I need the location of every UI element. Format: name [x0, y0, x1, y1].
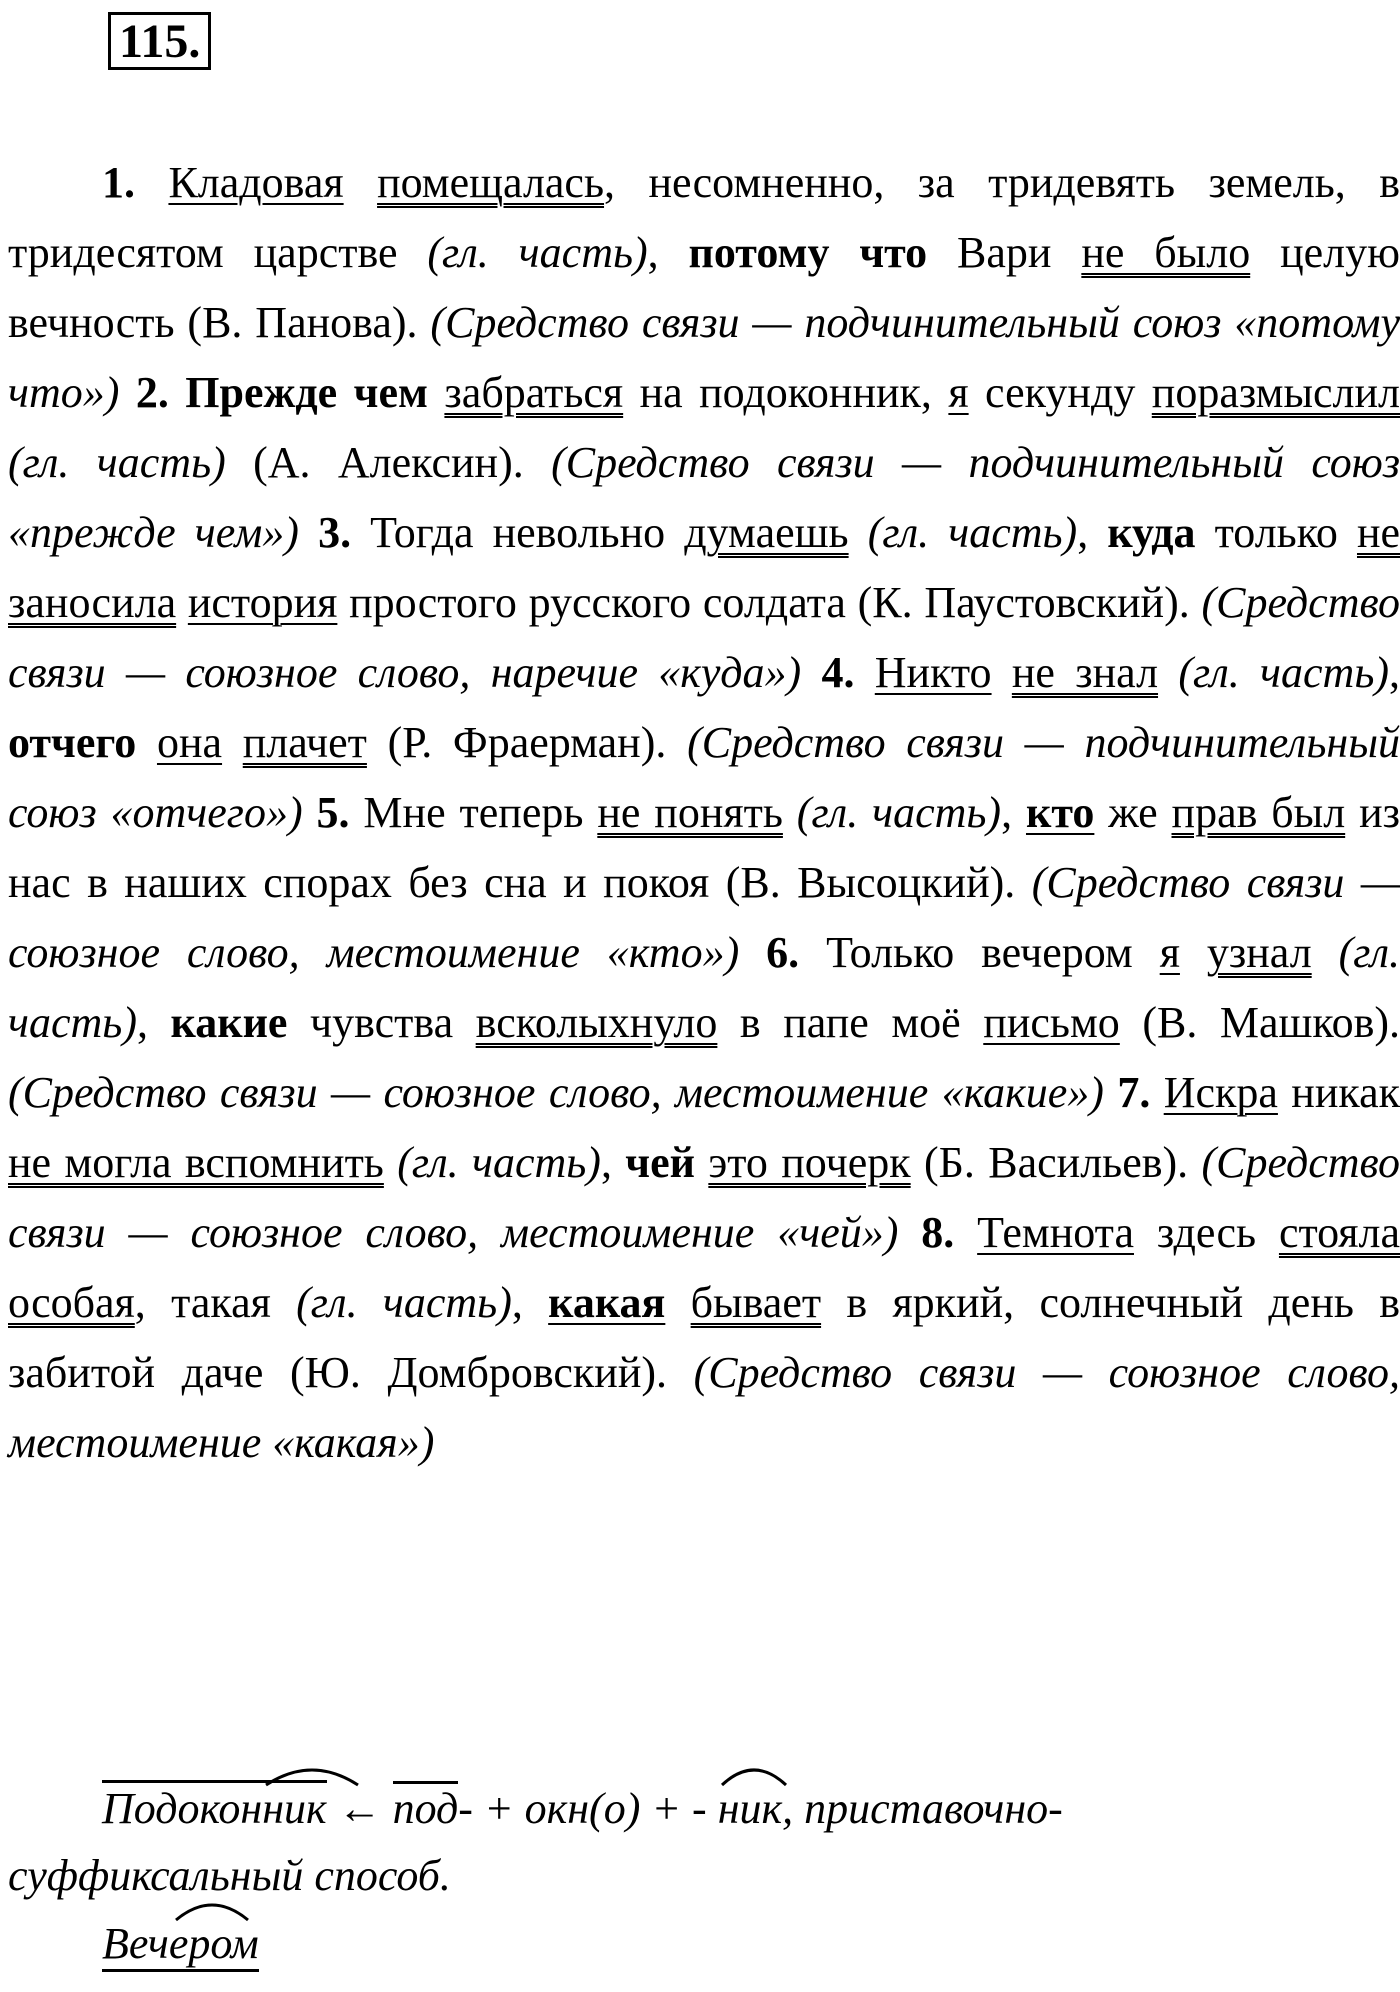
- main-part-note: (гл. часть): [427, 228, 648, 277]
- conjunction: Прежде чем: [185, 368, 428, 417]
- text: никак: [1277, 1068, 1400, 1117]
- task-number: [108, 12, 211, 70]
- text: ,: [647, 228, 689, 277]
- morph-word: [102, 1918, 259, 1972]
- conjunction: отчего: [8, 718, 137, 767]
- predicate: это почерк: [708, 1138, 911, 1187]
- text: на подоконник,: [623, 368, 949, 417]
- morph-text: суффиксальный способ.: [8, 1851, 451, 1900]
- sentence-number: 8.: [921, 1208, 955, 1257]
- text: Только вечером: [826, 928, 1160, 977]
- sentence-number: 5.: [316, 788, 350, 837]
- subject: я: [1159, 928, 1180, 977]
- text: (Б. Васильев).: [910, 1138, 1202, 1187]
- predicate: не могла вспомнить: [8, 1138, 384, 1187]
- text: целую вечность (В. Панова).: [8, 228, 1400, 347]
- morph-word: [102, 1780, 327, 1834]
- subject: Кладовая: [168, 158, 344, 207]
- predicate: узнал: [1206, 928, 1312, 977]
- sentence-number: 4.: [821, 648, 855, 697]
- text: (Р. Фраерман).: [366, 718, 688, 767]
- text: Мне теперь: [363, 788, 598, 837]
- suffix-arc-icon: [262, 1759, 482, 1789]
- subject: история: [187, 578, 338, 627]
- word-formation-line: [8, 1780, 1400, 1834]
- main-part-note: (гл. часть): [296, 1278, 512, 1327]
- predicate: не знал: [1011, 648, 1159, 697]
- predicate: не понять: [597, 788, 783, 837]
- link-note: (Средство связи — подчинительный союз «потому что»): [8, 298, 1400, 417]
- subject: Темнота: [977, 1208, 1134, 1257]
- main-part-note: (гл. часть): [397, 1138, 601, 1187]
- link-note: (Средство связи — союзное слово, наречие «куда»): [8, 578, 1400, 697]
- task-number-digits: 115.: [119, 15, 201, 68]
- main-part-note: (гл. часть): [867, 508, 1078, 557]
- predicate: прав был: [1171, 788, 1346, 837]
- suffix: [718, 1783, 782, 1834]
- main-part-note: (гл. часть): [8, 928, 1400, 1047]
- text: секунду: [968, 368, 1152, 417]
- text: чувства: [287, 998, 476, 1047]
- text: , несомненно, за тридевять земель, в тридесятом царстве: [8, 158, 1400, 277]
- subject: я: [948, 368, 969, 417]
- main-part-note: (гл. часть): [1178, 648, 1390, 697]
- text: , такая: [134, 1278, 297, 1327]
- predicate: поразмыслил: [1151, 368, 1400, 417]
- link-note: (Средство связи — союзное слово, местоимение «чей»): [8, 1138, 1400, 1257]
- text: Вари: [927, 228, 1082, 277]
- sentence-number: 1.: [102, 158, 135, 207]
- subject: Искра: [1163, 1068, 1278, 1117]
- arrow: ←: [337, 1784, 382, 1833]
- predicate: не заносила: [8, 508, 1400, 627]
- prefix: под: [393, 1781, 459, 1833]
- suffix-arc-icon: [172, 1894, 332, 1924]
- conjunction: чей: [625, 1138, 695, 1187]
- predicate: всколыхнуло: [475, 998, 718, 1047]
- conjunction: какие: [170, 998, 288, 1047]
- sentence-number: 2.: [135, 368, 169, 417]
- text: (А. Алексин).: [225, 438, 552, 487]
- subject: она: [156, 718, 223, 767]
- morph-text: , приставочно-: [782, 1784, 1063, 1833]
- morph-word-text: Вечером: [102, 1919, 259, 1968]
- subject: Никто: [874, 648, 992, 697]
- sentence-number: 6.: [766, 928, 800, 977]
- sentence-number: 3.: [318, 508, 352, 557]
- link-note: (Средство связи — союзное слово, местоимение «какая»): [8, 1348, 1400, 1467]
- text: простого русского солдата (К. Паустовский).: [337, 578, 1202, 627]
- predicate: плачет: [242, 718, 367, 767]
- conjunction: кто: [1025, 788, 1095, 837]
- text: здесь: [1133, 1208, 1279, 1257]
- sentence-number: 7.: [1117, 1068, 1151, 1117]
- text: (В. Машков).: [1119, 998, 1400, 1047]
- text: только: [1195, 508, 1357, 557]
- link-note: (Средство связи — подчинительный союз «отчего»): [8, 718, 1400, 837]
- word-formation-line: [8, 1918, 1400, 1972]
- text: же: [1094, 788, 1172, 837]
- morph-word-text: Подоконник: [102, 1784, 327, 1833]
- conjunction: какая: [548, 1278, 666, 1327]
- predicate: забраться: [444, 368, 624, 417]
- text: из нас в наших спорах без сна и покоя (В. Высоцкий).: [8, 788, 1400, 907]
- predicate: бывает: [690, 1278, 822, 1327]
- conjunction: потому что: [688, 228, 928, 277]
- task-number-box: [108, 12, 211, 70]
- predicate: помещалась: [377, 158, 605, 207]
- morph-text: - + окн(о) + -: [458, 1784, 707, 1833]
- paragraph: 1. Кладовая помещалась, несомненно, за тридевять земель, в тридесятом царстве (гл. часть), потому что Вари не было целую вечность (В. Панова). (Средство связи — подчинительный союз «потому что») 2. Прежде чем забраться на подоконник, я секунду поразмыслил (гл. часть) (А. Алексин). (Средство связи — подчинительный союз «прежде чем») 3. Тогда невольно думаешь (гл. часть), куда только не заносила история простого русского солдата (К. Паустовский). (Средство связи — союзное слово, наречие «куда») 4. Никто не знал (гл. часть), отчего она плачет (Р. Фраерман). (Средство связи — подчинительный союз «отчего») 5. Мне теперь не понять (гл. часть), кто же прав был из нас в наших спорах без сна и покоя (В. Высоцкий). (Средство связи — союзное слово, местоимение «кто») 6. Только вечером я узнал (гл. часть), какие чувства всколыхнуло в папе моё письмо (В. Машков). (Средство связи — союзное слово, местоимение «какие») 7. Искра никак не могла вспомнить (гл. часть), чей это почерк (Б. Васильев). (Средство связи — союзное слово, местоимение «чей») 8. Темнота здесь стояла особая, такая (гл. часть), какая бывает в яркий, солнечный день в забитой даче (Ю. Домбровский). (Средство связи — союзное слово, местоимение «какая»): [8, 158, 1400, 1467]
- suffix-text: ник: [717, 1784, 783, 1833]
- subject: письмо: [983, 998, 1120, 1047]
- text: Тогда невольно: [370, 508, 685, 557]
- link-note: (Средство связи — союзное слово, местоимение «кто»): [8, 858, 1400, 977]
- suffix-arc-icon: [718, 1759, 798, 1789]
- text: в папе моё: [717, 998, 984, 1047]
- text: в яркий, солнечный день в забитой даче (Ю. Домбровский).: [8, 1278, 1400, 1397]
- predicate: стояла особая: [8, 1208, 1400, 1327]
- predicate: не было: [1081, 228, 1251, 277]
- main-part-note: (гл. часть): [796, 788, 1002, 837]
- link-note: (Средство связи — союзное слово, местоимение «какие»): [8, 1068, 1104, 1117]
- predicate: думаешь: [684, 508, 849, 557]
- answer-text: [8, 148, 1400, 1478]
- main-part-note: (гл. часть): [8, 438, 226, 487]
- conjunction: куда: [1107, 508, 1196, 557]
- link-note: (Средство связи — подчинительный союз «прежде чем»): [8, 438, 1400, 557]
